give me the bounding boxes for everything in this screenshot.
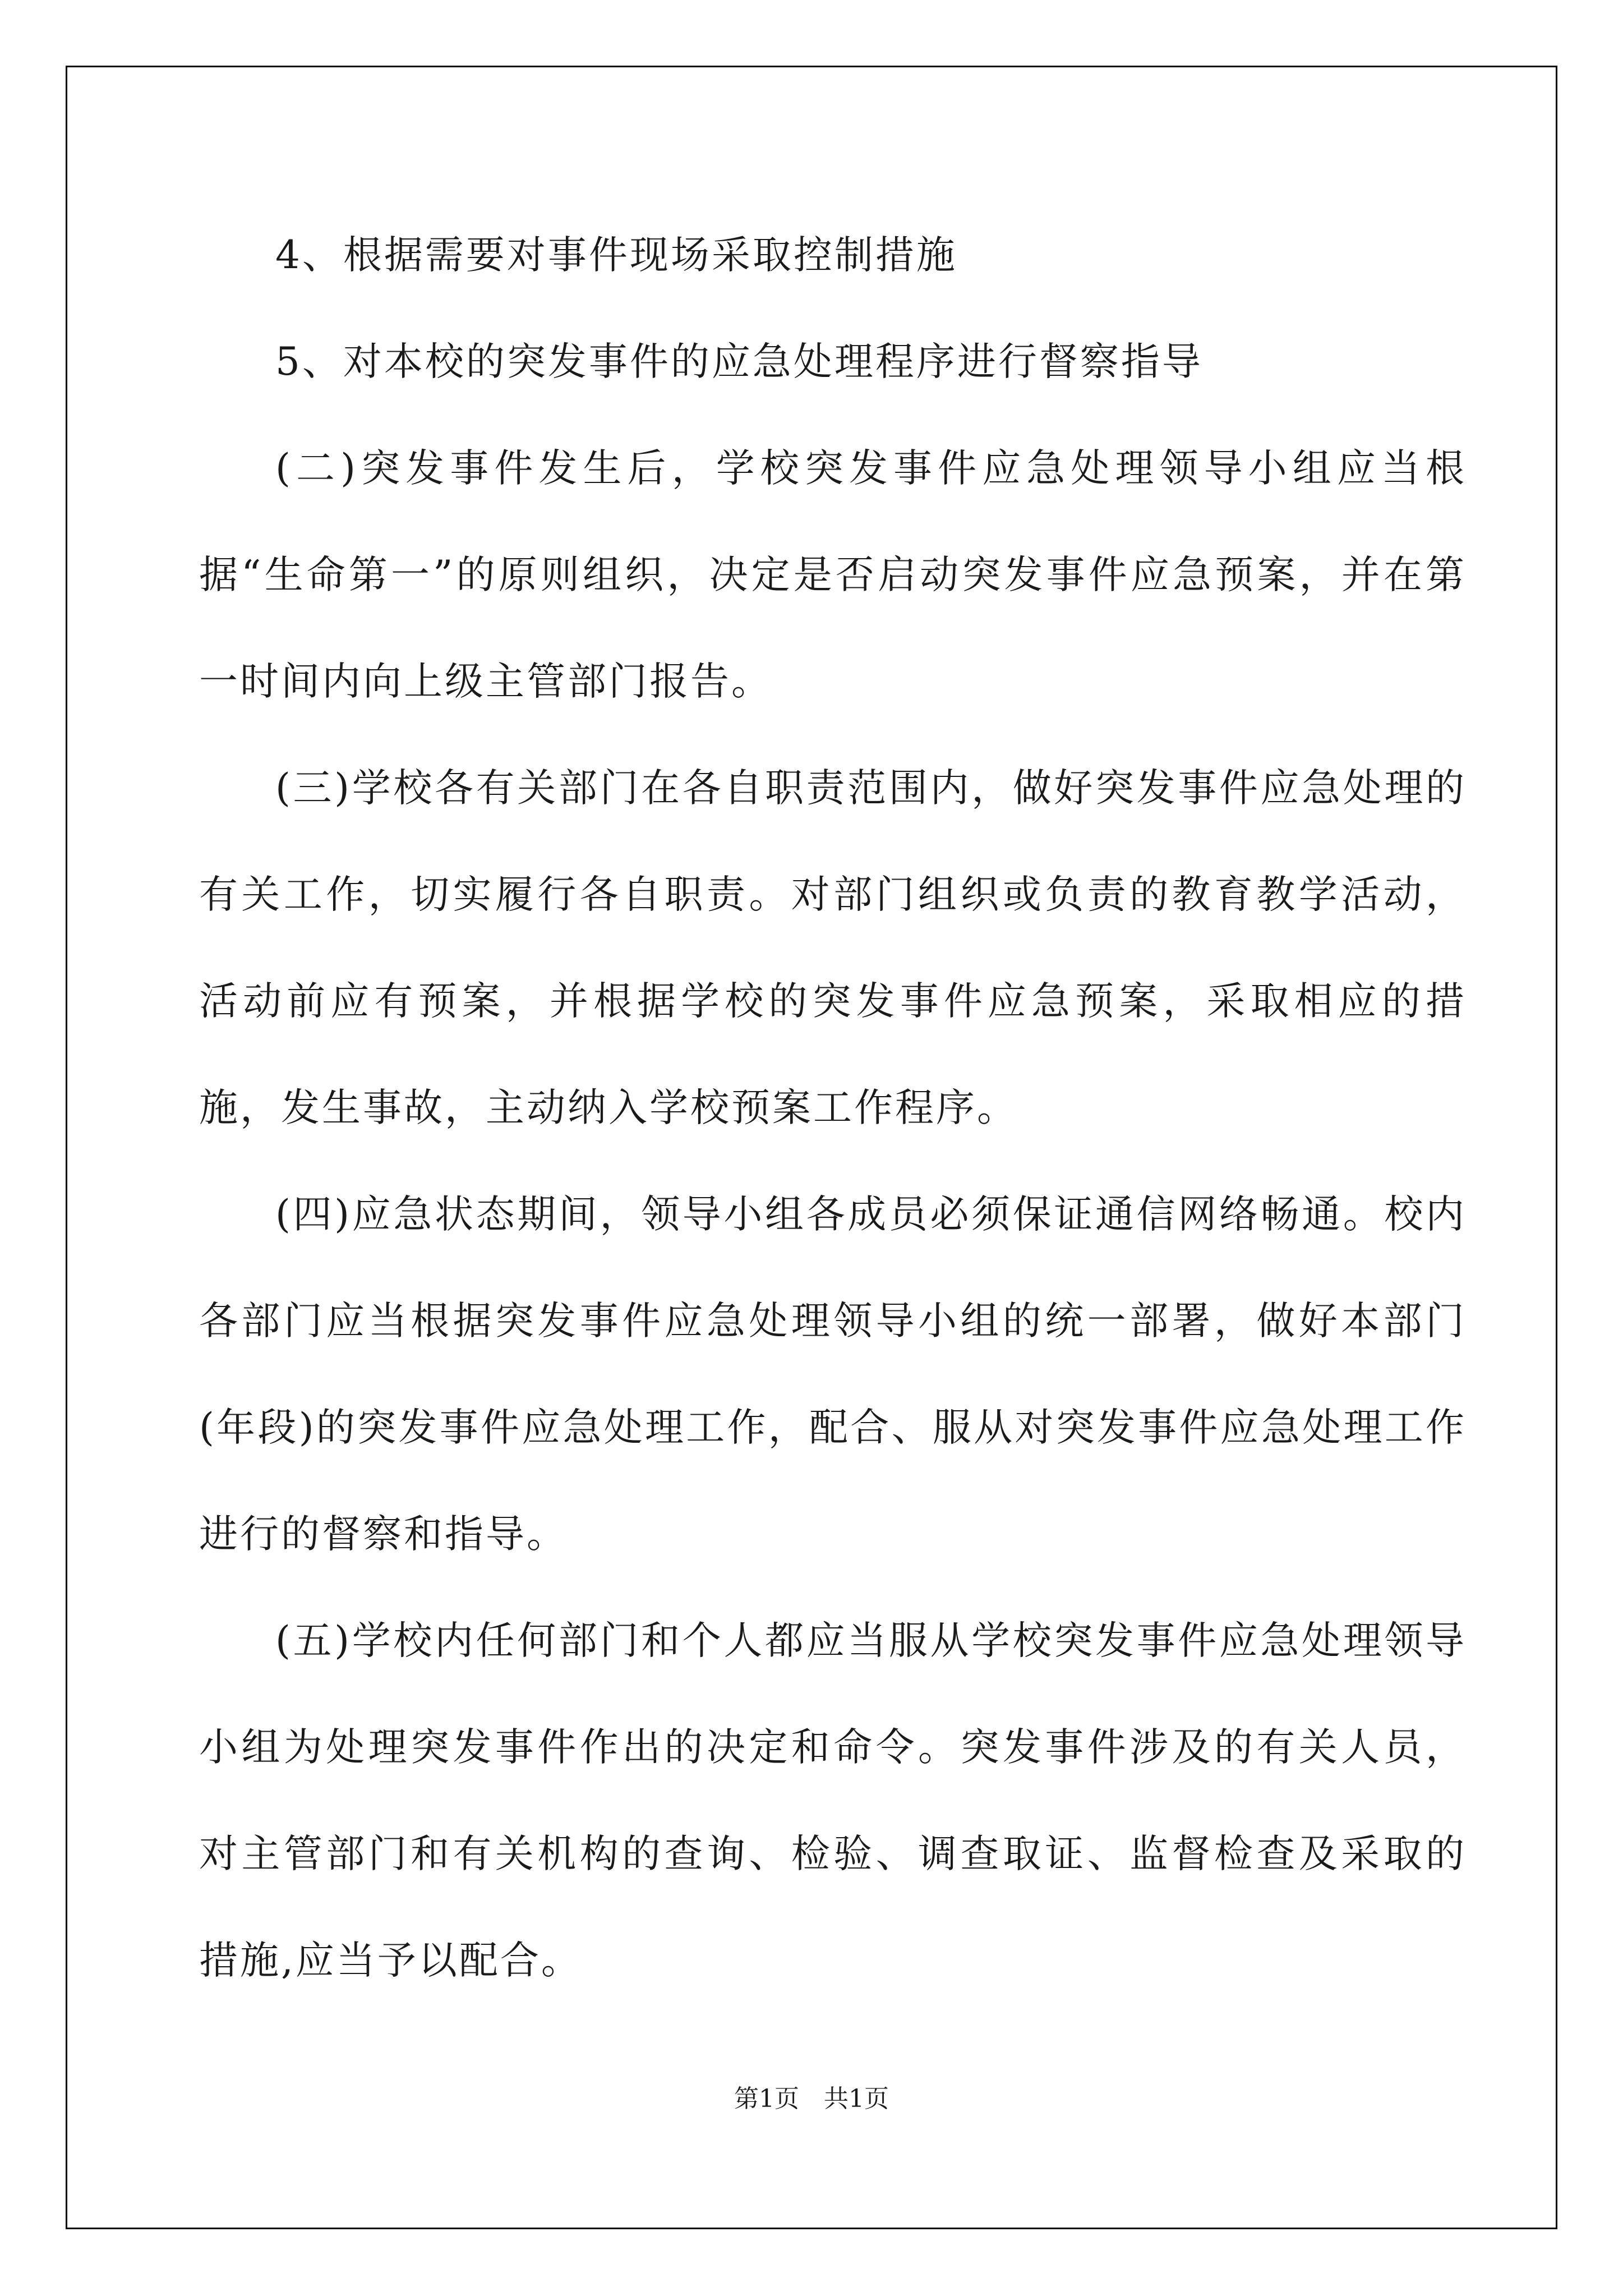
paragraph-section-5: (五)学校内任何部门和个人都应当服从学校突发事件应急处理领导小组为处理突发事件作出的决定和命令。突发事件涉及的有关人员，对主管部门和有关机构的查询、检验、调查取证、监督检查及采取的措施,应当予以配合。: [199, 1618, 1467, 1983]
document-body: [199, 202, 1467, 2014]
paragraph-section-4: (四)应急状态期间，领导小组各成员必须保证通信网络畅通。校内各部门应当根据突发事件应急处理领导小组的统一部署，做好本部门(年段)的突发事件应急处理工作，配合、服从对突发事件应急处理工作进行的督察和指导。: [199, 1192, 1467, 1557]
paragraph-section-3: (三)学校各有关部门在各自职责范围内，做好突发事件应急处理的有关工作，切实履行各自职责。对部门组织或负责的教育教学活动，活动前应有预案，并根据学校的突发事件应急预案，采取相应的措施，发生事故，主动纳入学校预案工作程序。: [199, 766, 1467, 1130]
paragraph-item-5: 5、对本校的突发事件的应急处理程序进行督察指导: [275, 339, 1203, 384]
paragraph-section-2: (二)突发事件发生后，学校突发事件应急处理领导小组应当根据“生命第一”的原则组织，决定是否启动突发事件应急预案，并在第一时间内向上级主管部门报告。: [199, 446, 1467, 704]
page-number-footer: 第1页 共1页: [734, 2085, 889, 2113]
paragraph-item-4: 4、根据需要对事件现场采取控制措施: [275, 233, 957, 278]
